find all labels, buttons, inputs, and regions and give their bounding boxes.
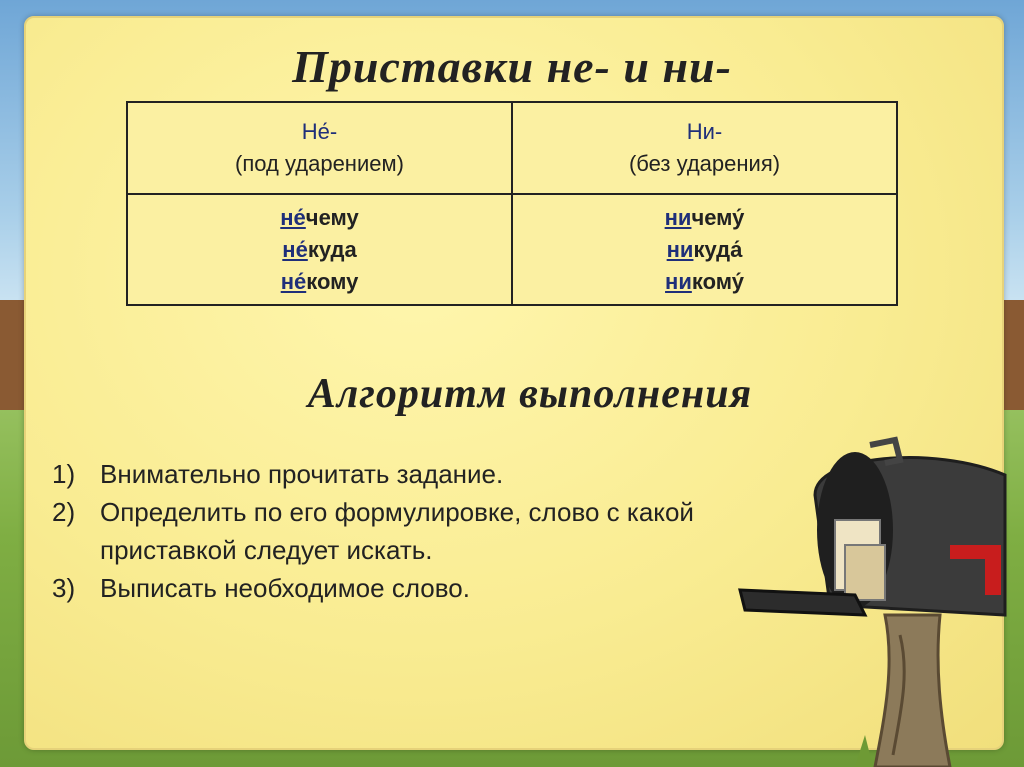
algorithm-steps [52,455,752,607]
header-cell-ni [512,102,897,194]
example-word: не́кому [280,268,359,294]
mailbox-illustration [735,435,1024,767]
example-word: никуда́ [666,236,743,262]
examples-cell-ni [512,194,897,305]
list-item: 3) Выписать необходимое слово. [52,573,470,603]
list-item: 2) Определить по его формулировке, слово с какой приставкой следует искать. [52,497,694,565]
algorithm-heading: Алгоритм выполнения [307,371,753,417]
header-note-stressed: (под ударением) [235,151,404,176]
example-word: ничему́ [664,204,745,230]
mailbox-post [875,615,950,767]
list-item: 1) Внимательно прочитать задание. [52,459,504,489]
header-prefix-ne: Не́- [301,119,338,144]
table-examples-row [127,194,897,305]
example-word: никому́ [665,268,744,294]
table-header-row [127,102,897,194]
example-word: не́куда [282,236,357,262]
prefix-table [126,101,898,306]
examples-cell-ne [127,194,512,305]
header-prefix-ni: Ни- [686,119,723,144]
example-word: не́чему [280,204,359,230]
header-cell-ne [127,102,512,194]
mailbox-door [740,590,865,615]
header-note-unstressed: (без ударения) [628,151,781,176]
slide-title: Приставки не- и ни- [292,41,732,92]
